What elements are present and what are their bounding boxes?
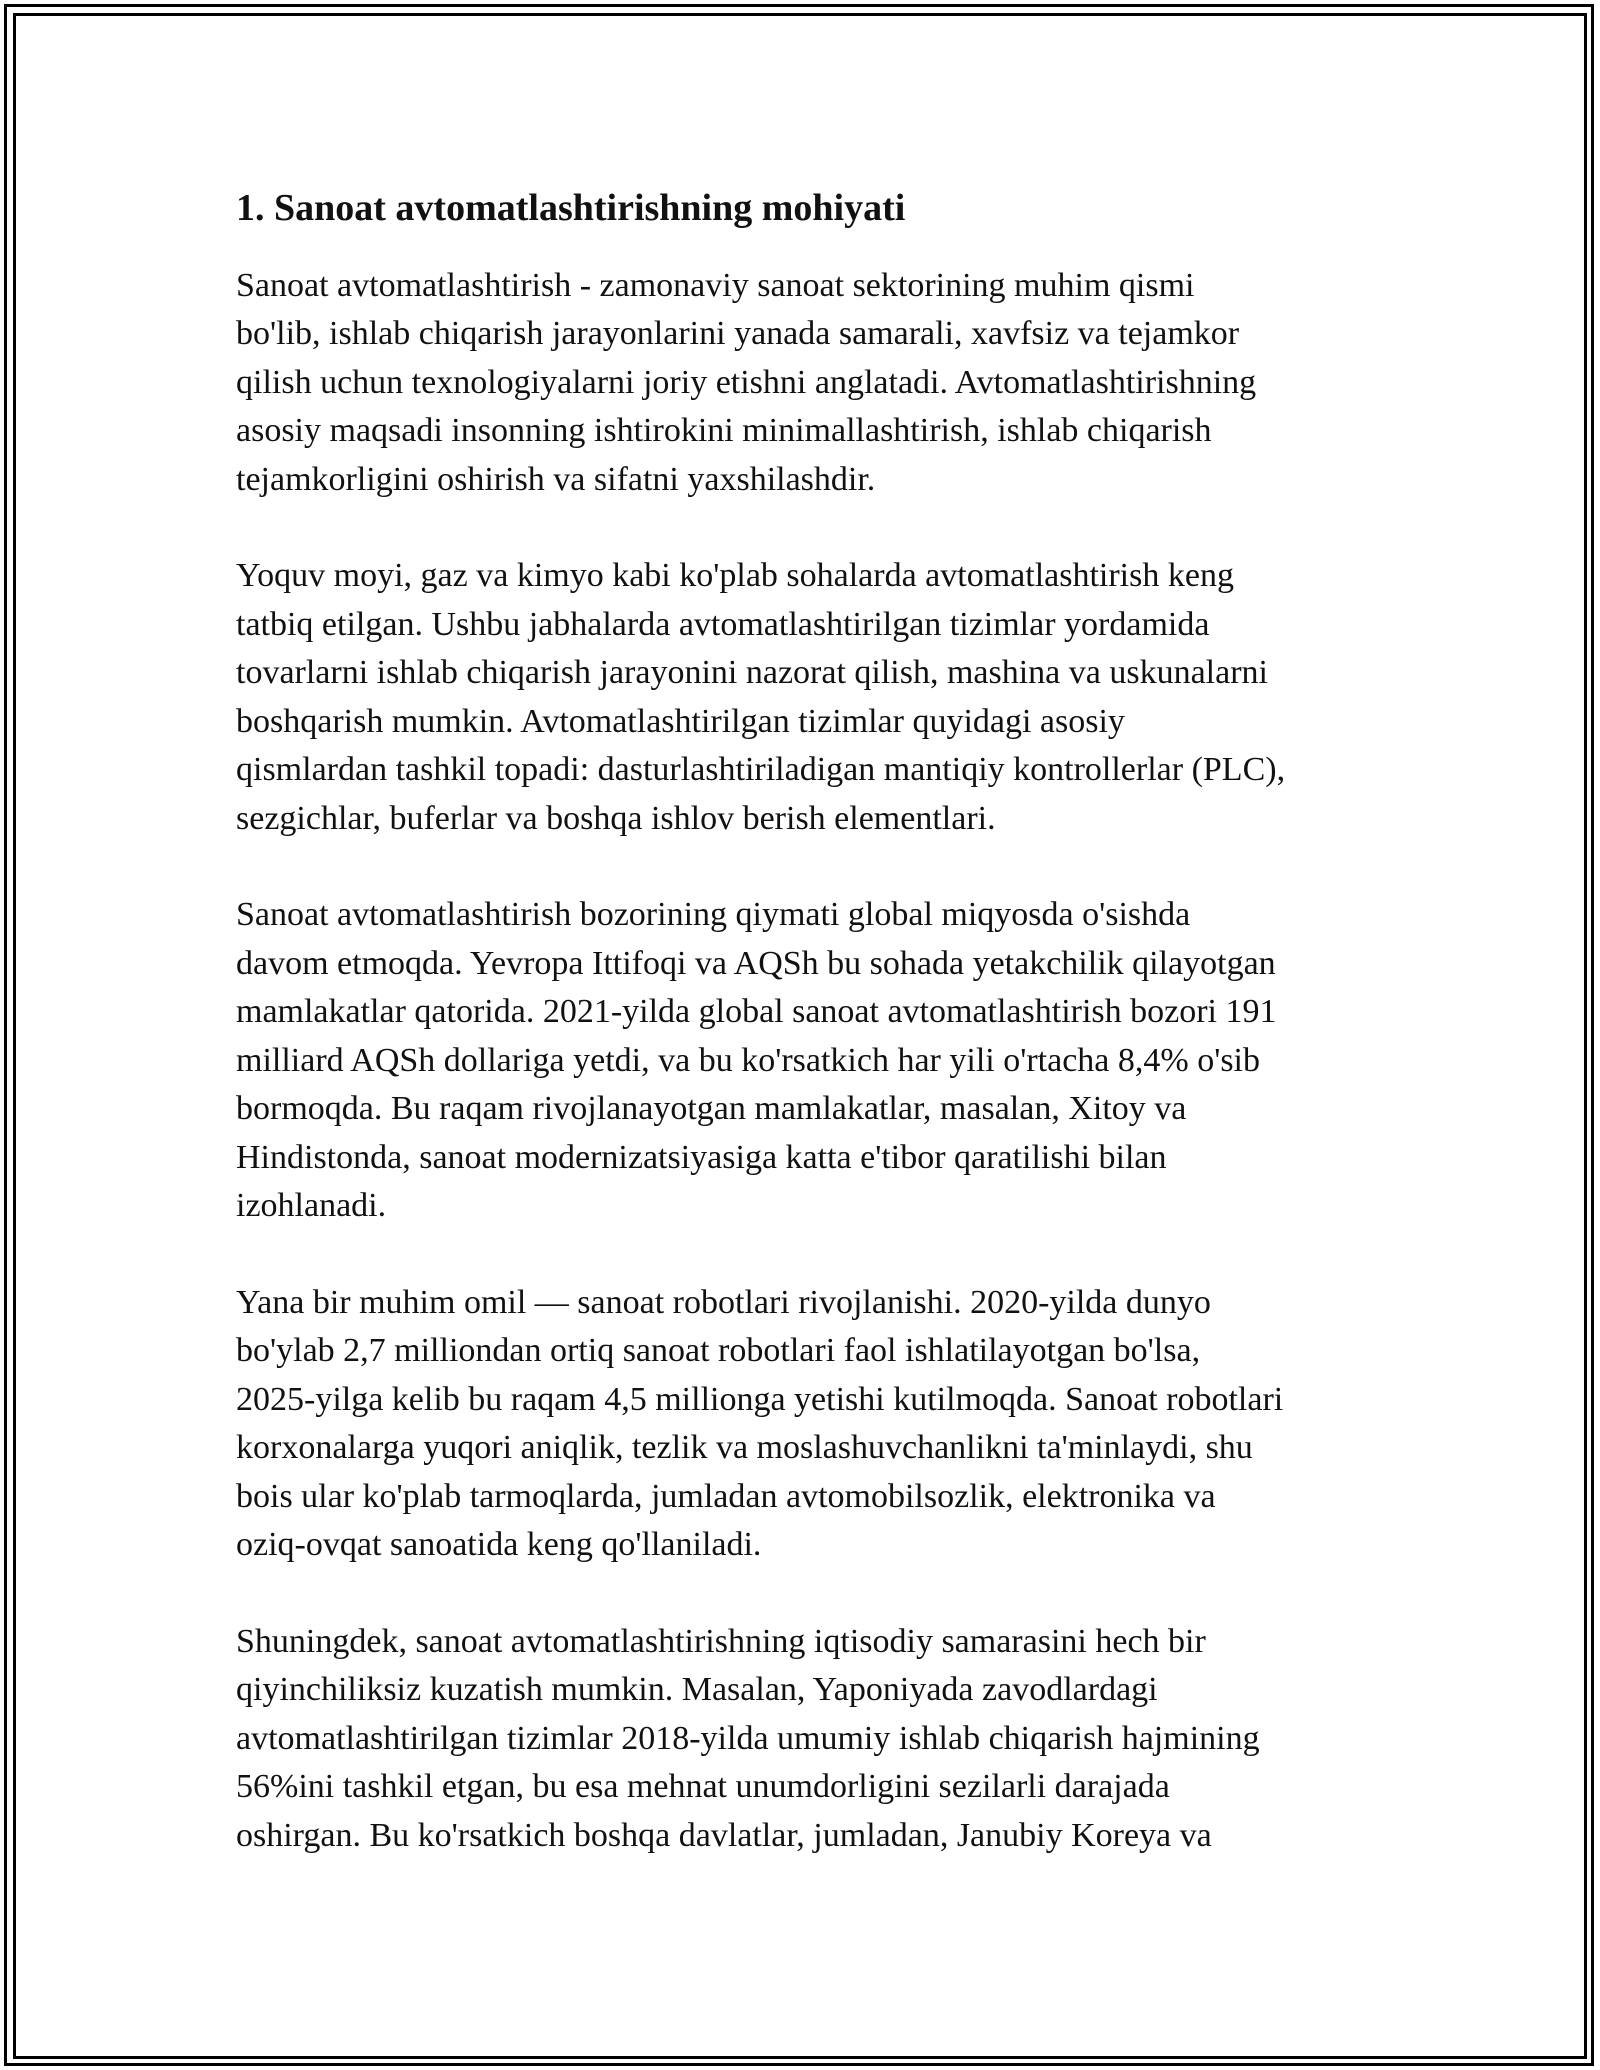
paragraph-5: Shuningdek, sanoat avtomatlashtirishning iqtisodiy samarasini hech bir qiyinchiliksiz kuzatish mumkin. Masalan, Yaponiyada zavodlardagi avtomatlashtirilgan tizimlar 2018-yilda umumiy ishlab chiqarish hajmining 56%ini tashkil etgan, bu esa mehnat unumdorligini sezilarli darajada oshirgan. Bu ko'rsatkich boshqa davlatlar, jumladan, Janubiy Koreya va xyxy=(236,1622,1260,1854)
document-body xyxy=(236,186,1376,1908)
paragraph-1: Sanoat avtomatlashtirish - zamonaviy sanoat sektorining muhim qismi bo'lib, ishlab chiqarish jarayonlarini yanada samarali, xavfsiz va tejamkor qilish uchun texnologiyalarni joriy etishni anglatadi. Avtomatlashtirishning asosiy maqsadi insonning ishtirokini minimallashtirish, ishlab chiqarish tejamkorligini oshirish va sifatni yaxshilashdir. xyxy=(236,266,1257,498)
paragraph-3: Sanoat avtomatlashtirish bozorining qiymati global miqyosda o'sishda davom etmoqda. Yevropa Ittifoqi va AQSh bu sohada yetakchilik qilayotgan mamlakatlar qatorida. 2021-yilda global sanoat avtomatlashtirish bozori 191 milliard AQSh dollariga yetdi, va bu ko'rsatkich har yili o'rtacha 8,4% o'sib bormoqda. Bu raqam rivojlanayotgan mamlakatlar, masalan, Xitoy va Hindistonda, sanoat modernizatsiyasiga katta e'tibor qaratilishi bilan izohlanadi. xyxy=(236,896,1277,1225)
section-heading: 1. Sanoat avtomatlashtirishning mohiyati xyxy=(236,187,906,229)
paragraph-4: Yana bir muhim omil — sanoat robotlari rivojlanishi. 2020-yilda dunyo bo'ylab 2,7 milliondan ortiq sanoat robotlari faol ishlatilayotgan bo'lsa, 2025-yilga kelib bu raqam 4,5 millionga yetishi kutilmoqda. Sanoat robotlari korxonalarga yuqori aniqlik, tezlik va moslashuvchanlikni ta'minlaydi, shu bois ular ko'plab tarmoqlarda, jumladan avtomobilsozlik, elektronika va oziq-ovqat sanoatida keng qo'llaniladi. xyxy=(236,1283,1284,1564)
paragraph-2: Yoquv moyi, gaz va kimyo kabi ko'plab sohalarda avtomatlashtirish keng tatbiq etilgan. Ushbu jabhalarda avtomatlashtirilgan tizimlar yordamida tovarlarni ishlab chiqarish jarayonini nazorat qilish, mashina va uskunalarni boshqarish mumkin. Avtomatlashtirilgan tizimlar quyidagi asosiy qismlardan tashkil topadi: dasturlashtiriladigan mantiqiy kontrollerlar (PLC), sezgichlar, buferlar va boshqa ishlov berish elementlari. xyxy=(236,557,1286,837)
